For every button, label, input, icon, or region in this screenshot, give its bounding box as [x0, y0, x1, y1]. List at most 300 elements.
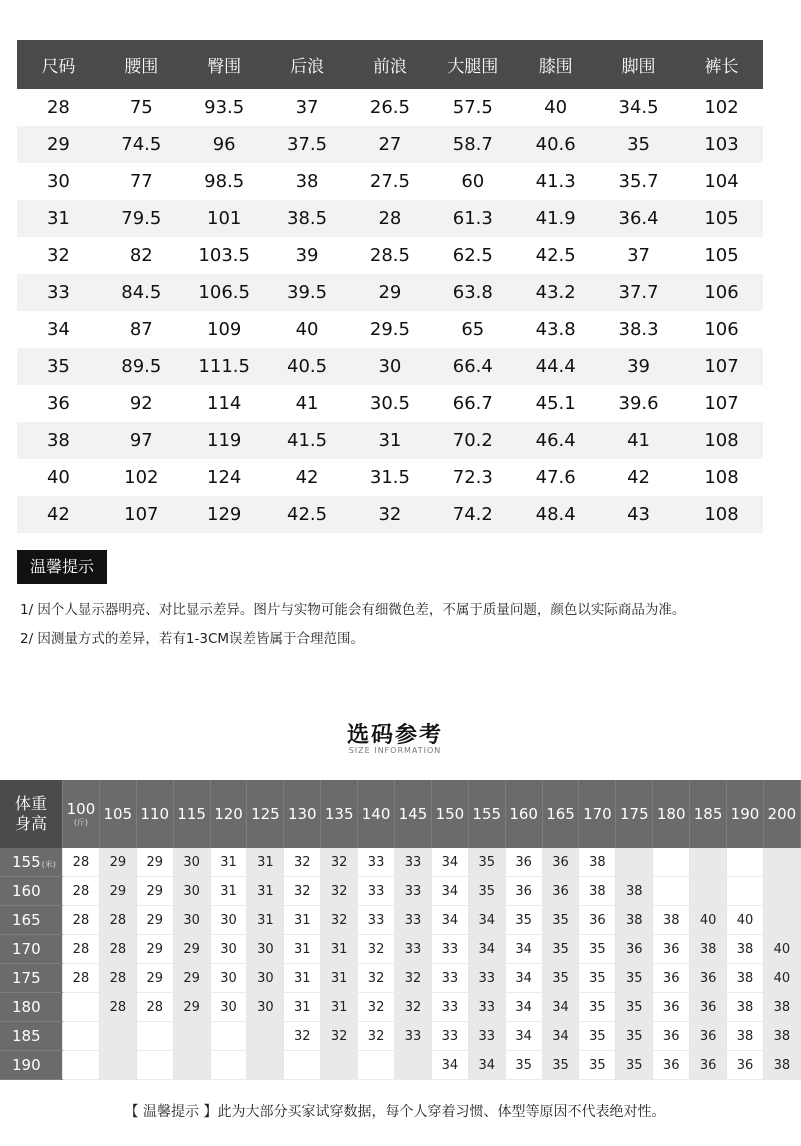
- reference-cell: 33: [431, 935, 468, 964]
- reference-cell: [247, 1051, 284, 1080]
- weight-value: 175: [619, 805, 649, 823]
- reference-cell: 28: [99, 964, 136, 993]
- reference-cell: 34: [431, 1051, 468, 1080]
- reference-cell: 29: [136, 935, 173, 964]
- size-cell: 102: [704, 97, 739, 118]
- size-cell: 65: [461, 319, 485, 340]
- reference-cell: 35: [616, 1022, 653, 1051]
- table-row: [17, 422, 763, 459]
- reference-body: [0, 848, 800, 1080]
- reference-cell: 31: [247, 906, 284, 935]
- size-cell: 108: [704, 467, 739, 488]
- weight-header-cell: [321, 780, 358, 848]
- reference-cell: 29: [99, 848, 136, 877]
- reference-cell: 28: [99, 993, 136, 1022]
- weight-value: 140: [361, 805, 391, 823]
- size-cell: 39.5: [266, 274, 349, 311]
- reference-cell: 38: [727, 1022, 764, 1051]
- weight-value: 115: [177, 805, 206, 823]
- reference-cell: 28: [99, 906, 136, 935]
- size-header-cell: 膝围: [514, 40, 597, 89]
- weight-header-cell: [616, 780, 653, 848]
- size-cell: 40.6: [514, 126, 597, 163]
- size-header-cell: 裤长: [680, 40, 763, 89]
- reference-cell: 32: [358, 964, 395, 993]
- size-cell: 31: [17, 200, 100, 237]
- size-cell: 109: [207, 319, 242, 340]
- reference-cell: [395, 1051, 432, 1080]
- reference-cell: [284, 1051, 321, 1080]
- reference-cell: 33: [431, 993, 468, 1022]
- size-cell: 45.1: [535, 393, 576, 414]
- tip-line-1: 1/ 因个人显示器明亮、对比显示差异。图片与实物可能会有细微色差，不属于质量问题，颜色以实际商品为准。: [20, 602, 686, 618]
- size-cell: 39.6: [618, 393, 659, 414]
- size-cell: 102: [124, 467, 159, 488]
- reference-cell: 28: [63, 935, 100, 964]
- reference-cell: 30: [210, 935, 247, 964]
- size-cell: 75: [129, 97, 153, 118]
- reference-cell: [321, 1051, 358, 1080]
- size-cell: 61.3: [431, 200, 514, 237]
- weight-header-cell: [136, 780, 173, 848]
- size-cell: 82: [129, 245, 153, 266]
- reference-corner-cell: [0, 780, 63, 848]
- size-cell: 37.5: [266, 126, 349, 163]
- reference-cell: 28: [136, 993, 173, 1022]
- size-header-cell: 腰围: [100, 40, 183, 89]
- size-cell: 108: [680, 422, 763, 459]
- reference-cell: 35: [579, 1051, 616, 1080]
- corner-height-label: 身高: [14, 814, 47, 833]
- size-cell: 42: [295, 467, 319, 488]
- reference-cell: 35: [616, 993, 653, 1022]
- reference-cell: 35: [542, 964, 579, 993]
- reference-cell: 34: [505, 993, 542, 1022]
- size-cell: 106: [680, 274, 763, 311]
- size-cell: 30: [349, 348, 432, 385]
- weight-value: 165: [546, 805, 575, 823]
- size-cell: 77: [129, 171, 153, 192]
- height-unit: (米): [41, 860, 56, 869]
- size-cell: 74.2: [431, 496, 514, 533]
- size-cell: 47.6: [535, 467, 576, 488]
- weight-header-cell: [505, 780, 542, 848]
- reference-cell: 30: [247, 935, 284, 964]
- height-value: 170: [12, 940, 41, 958]
- table-row: [0, 848, 800, 877]
- weight-value: 120: [214, 805, 243, 823]
- size-cell: 89.5: [100, 348, 183, 385]
- size-cell: 87: [129, 319, 153, 340]
- reference-cell: 33: [468, 1022, 505, 1051]
- size-cell: 28: [349, 200, 432, 237]
- size-cell: 44.4: [514, 348, 597, 385]
- reference-cell: 38: [763, 1051, 800, 1080]
- reference-cell: 34: [505, 1022, 542, 1051]
- reference-cell: 34: [505, 964, 542, 993]
- reference-cell: 36: [542, 848, 579, 877]
- reference-cell: 34: [542, 1022, 579, 1051]
- size-cell: 114: [207, 393, 242, 414]
- size-cell: 28: [46, 97, 70, 118]
- size-cell: 40.5: [266, 348, 349, 385]
- reference-cell: [210, 1051, 247, 1080]
- reference-cell: 36: [616, 935, 653, 964]
- reference-cell: 34: [431, 906, 468, 935]
- reference-cell: 40: [763, 964, 800, 993]
- reference-cell: 35: [616, 1051, 653, 1080]
- reference-cell: 40: [690, 906, 727, 935]
- reference-cell: [690, 877, 727, 906]
- size-cell: 107: [704, 393, 739, 414]
- reference-cell: 33: [395, 1022, 432, 1051]
- size-cell: 58.7: [431, 126, 514, 163]
- weight-header-cell: [173, 780, 210, 848]
- reference-cell: [653, 848, 690, 877]
- size-cell: 98.5: [204, 171, 245, 192]
- size-cell: 101: [183, 200, 266, 237]
- weight-value: 150: [435, 805, 465, 823]
- size-cell: 29.5: [369, 319, 410, 340]
- size-cell: 32: [349, 496, 432, 533]
- weight-value: 145: [398, 805, 428, 823]
- reference-cell: 32: [284, 1022, 321, 1051]
- reference-cell: 36: [579, 906, 616, 935]
- size-cell: 35.7: [618, 171, 659, 192]
- weight-value: 160: [509, 805, 538, 823]
- size-header-cell: 尺码: [17, 40, 100, 89]
- size-cell: 38: [17, 422, 100, 459]
- reference-cell: 34: [505, 935, 542, 964]
- reference-cell: 31: [284, 906, 321, 935]
- reference-cell: [727, 848, 764, 877]
- reference-cell: 36: [653, 964, 690, 993]
- reference-cell: 32: [358, 1022, 395, 1051]
- reference-cell: 33: [468, 964, 505, 993]
- size-header-cell: 大腿围: [431, 40, 514, 89]
- weight-value: 125: [251, 805, 280, 823]
- height-header-cell: [0, 964, 63, 993]
- reference-cell: [763, 877, 800, 906]
- reference-cell: 40: [763, 935, 800, 964]
- weight-header-cell: [210, 780, 247, 848]
- height-value: 165: [12, 911, 41, 929]
- reference-cell: 33: [395, 935, 432, 964]
- table-row: [0, 877, 800, 906]
- size-cell: 32: [46, 245, 70, 266]
- reference-cell: 33: [431, 964, 468, 993]
- reference-cell: 31: [284, 993, 321, 1022]
- reference-cell: 35: [542, 1051, 579, 1080]
- reference-cell: 36: [653, 1051, 690, 1080]
- weight-header-cell: [358, 780, 395, 848]
- reference-cell: [653, 877, 690, 906]
- weight-header-cell: [247, 780, 284, 848]
- reference-cell: 38: [690, 935, 727, 964]
- size-cell: 74.5: [100, 126, 183, 163]
- reference-cell: 30: [210, 906, 247, 935]
- reference-cell: 38: [727, 993, 764, 1022]
- reference-cell: [63, 1022, 100, 1051]
- size-cell: 37: [627, 245, 651, 266]
- size-cell: 93.5: [204, 97, 245, 118]
- size-cell: 31: [349, 422, 432, 459]
- reference-cell: 33: [395, 906, 432, 935]
- reference-cell: 35: [468, 848, 505, 877]
- table-row: [0, 935, 800, 964]
- size-header-cell: 臀围: [183, 40, 266, 89]
- reference-cell: 34: [468, 1051, 505, 1080]
- weight-value: 110: [140, 805, 170, 823]
- weight-value: 135: [324, 805, 354, 823]
- tip-line-2: 2/ 因测量方式的差异，若有1-3CM误差皆属于合理范围。: [20, 631, 365, 647]
- reference-cell: 34: [468, 906, 505, 935]
- reference-cell: 34: [431, 848, 468, 877]
- reference-cell: 32: [321, 1022, 358, 1051]
- reference-cell: 31: [321, 935, 358, 964]
- reference-cell: 38: [616, 906, 653, 935]
- reference-cell: 35: [579, 964, 616, 993]
- reference-cell: 29: [136, 848, 173, 877]
- reference-cell: 33: [358, 906, 395, 935]
- size-cell: 107: [680, 348, 763, 385]
- reference-cell: [727, 877, 764, 906]
- size-cell: 96: [183, 126, 266, 163]
- size-cell: 28.5: [369, 245, 410, 266]
- reference-cell: 38: [727, 964, 764, 993]
- height-value: 190: [12, 1056, 41, 1074]
- size-cell: 43.2: [514, 274, 597, 311]
- corner-weight-label: 体重: [14, 794, 47, 813]
- size-reference-table: [0, 780, 801, 1080]
- reference-cell: 28: [63, 906, 100, 935]
- size-cell: 108: [680, 496, 763, 533]
- size-cell: 26.5: [369, 97, 410, 118]
- reference-cell: 36: [653, 993, 690, 1022]
- height-header-cell: [0, 848, 63, 877]
- reference-cell: 32: [321, 906, 358, 935]
- reference-cell: 30: [210, 964, 247, 993]
- reference-cell: [763, 848, 800, 877]
- size-cell: 34: [46, 319, 70, 340]
- size-chart-body: [17, 89, 763, 533]
- reference-cell: 38: [763, 993, 800, 1022]
- weight-header-cell: [63, 780, 100, 848]
- size-cell: 46.4: [514, 422, 597, 459]
- reference-cell: 38: [727, 935, 764, 964]
- reference-cell: 35: [542, 935, 579, 964]
- reference-cell: 36: [505, 877, 542, 906]
- height-value: 155: [12, 853, 41, 871]
- reference-cell: 32: [395, 993, 432, 1022]
- reference-cell: 35: [505, 906, 542, 935]
- height-header-cell: [0, 906, 63, 935]
- size-cell: 38: [295, 171, 319, 192]
- height-header-cell: [0, 877, 63, 906]
- size-header-cell: 后浪: [266, 40, 349, 89]
- reference-cell: 38: [579, 877, 616, 906]
- size-cell: 38.3: [618, 319, 659, 340]
- size-cell: 105: [680, 200, 763, 237]
- reference-cell: [690, 848, 727, 877]
- size-cell: 57.5: [452, 97, 493, 118]
- size-cell: 40: [295, 319, 319, 340]
- reference-cell: 31: [210, 877, 247, 906]
- weight-header-cell: [395, 780, 432, 848]
- reference-cell: 30: [210, 993, 247, 1022]
- size-chart-header-row: [17, 40, 763, 89]
- reference-cell: 28: [63, 964, 100, 993]
- reference-cell: 31: [247, 877, 284, 906]
- weight-value: 185: [693, 805, 723, 823]
- table-row: [17, 311, 763, 348]
- height-value: 160: [12, 882, 41, 900]
- reference-cell: 29: [173, 964, 210, 993]
- reference-cell: 29: [173, 935, 210, 964]
- size-cell: 92: [129, 393, 153, 414]
- reference-cell: [616, 848, 653, 877]
- height-value: 180: [12, 998, 41, 1016]
- reference-cell: 35: [616, 964, 653, 993]
- reference-cell: 36: [542, 877, 579, 906]
- size-cell: 27.5: [369, 171, 410, 192]
- size-cell: 97: [100, 422, 183, 459]
- tips-badge: 温馨提示: [17, 550, 107, 584]
- size-chart-table: [17, 40, 763, 533]
- size-cell: 42.5: [535, 245, 576, 266]
- height-header-cell: [0, 935, 63, 964]
- reference-cell: 28: [63, 848, 100, 877]
- weight-header-cell: [763, 780, 800, 848]
- size-cell: 30: [46, 171, 70, 192]
- reference-cell: 31: [284, 964, 321, 993]
- reference-cell: 30: [247, 964, 284, 993]
- table-row: [0, 1051, 800, 1080]
- size-cell: 103: [680, 126, 763, 163]
- reference-title: 选码参考: [346, 723, 443, 748]
- weight-header-cell: [99, 780, 136, 848]
- table-row: [17, 274, 763, 311]
- reference-cell: 38: [616, 877, 653, 906]
- height-value: 185: [12, 1027, 41, 1045]
- reference-cell: [63, 993, 100, 1022]
- reference-cell: 35: [579, 1022, 616, 1051]
- size-cell: 41.9: [514, 200, 597, 237]
- reference-cell: 29: [99, 877, 136, 906]
- reference-cell: 28: [63, 877, 100, 906]
- size-cell: 39: [597, 348, 680, 385]
- reference-cell: 33: [358, 848, 395, 877]
- table-row: [17, 496, 763, 533]
- table-row: [17, 200, 763, 237]
- size-header-cell: 前浪: [349, 40, 432, 89]
- reference-cell: 32: [284, 877, 321, 906]
- reference-cell: 32: [321, 877, 358, 906]
- reference-cell: 36: [690, 1051, 727, 1080]
- reference-cell: 40: [727, 906, 764, 935]
- reference-cell: 32: [321, 848, 358, 877]
- table-row: [0, 906, 800, 935]
- size-cell: 36.4: [597, 200, 680, 237]
- table-row: [0, 964, 800, 993]
- reference-cell: [173, 1051, 210, 1080]
- size-cell: 84.5: [100, 274, 183, 311]
- reference-cell: 32: [358, 993, 395, 1022]
- table-row: [17, 237, 763, 274]
- weight-value: 190: [730, 805, 760, 823]
- size-cell: 41.5: [266, 422, 349, 459]
- reference-cell: [63, 1051, 100, 1080]
- size-cell: 39: [295, 245, 319, 266]
- reference-cell: 32: [358, 935, 395, 964]
- reference-cell: 33: [358, 877, 395, 906]
- size-cell: 29: [349, 274, 432, 311]
- size-cell: 105: [704, 245, 739, 266]
- reference-cell: 36: [690, 993, 727, 1022]
- reference-cell: 36: [653, 935, 690, 964]
- weight-value: 180: [656, 805, 686, 823]
- reference-cell: 32: [284, 848, 321, 877]
- weight-header-cell: [727, 780, 764, 848]
- reference-cell: 31: [321, 993, 358, 1022]
- weight-header-cell: [468, 780, 505, 848]
- reference-cell: 35: [505, 1051, 542, 1080]
- reference-cell: [136, 1022, 173, 1051]
- reference-cell: 33: [395, 848, 432, 877]
- reference-cell: 38: [763, 1022, 800, 1051]
- reference-cell: 34: [468, 935, 505, 964]
- size-cell: 30.5: [369, 393, 410, 414]
- reference-cell: 36: [727, 1051, 764, 1080]
- size-cell: 27: [349, 126, 432, 163]
- reference-cell: [99, 1051, 136, 1080]
- table-row: [17, 348, 763, 385]
- weight-value: 100: [66, 800, 96, 818]
- size-cell: 129: [183, 496, 266, 533]
- size-cell: 66.4: [431, 348, 514, 385]
- reference-cell: [210, 1022, 247, 1051]
- size-cell: 62.5: [452, 245, 493, 266]
- weight-value: 130: [287, 805, 317, 823]
- size-cell: 42: [17, 496, 100, 533]
- reference-cell: 29: [136, 877, 173, 906]
- reference-cell: 30: [173, 906, 210, 935]
- size-cell: 43: [597, 496, 680, 533]
- reference-cell: 38: [579, 848, 616, 877]
- height-header-cell: [0, 993, 63, 1022]
- weight-header-cell: [284, 780, 321, 848]
- reference-cell: 30: [173, 877, 210, 906]
- height-header-cell: [0, 1022, 63, 1051]
- reference-cell: [763, 906, 800, 935]
- reference-cell: 31: [284, 935, 321, 964]
- size-header-cell: 脚围: [597, 40, 680, 89]
- reference-cell: 30: [173, 848, 210, 877]
- reference-cell: 30: [247, 993, 284, 1022]
- reference-header-row: [0, 780, 800, 848]
- weight-header-cell: [431, 780, 468, 848]
- size-cell: 119: [183, 422, 266, 459]
- size-cell: 124: [207, 467, 242, 488]
- reference-cell: 38: [653, 906, 690, 935]
- reference-cell: 33: [468, 993, 505, 1022]
- size-cell: 38.5: [266, 200, 349, 237]
- reference-cell: 35: [542, 906, 579, 935]
- reference-cell: 36: [505, 848, 542, 877]
- table-row: [17, 459, 763, 496]
- size-cell: 79.5: [100, 200, 183, 237]
- size-cell: 36: [46, 393, 70, 414]
